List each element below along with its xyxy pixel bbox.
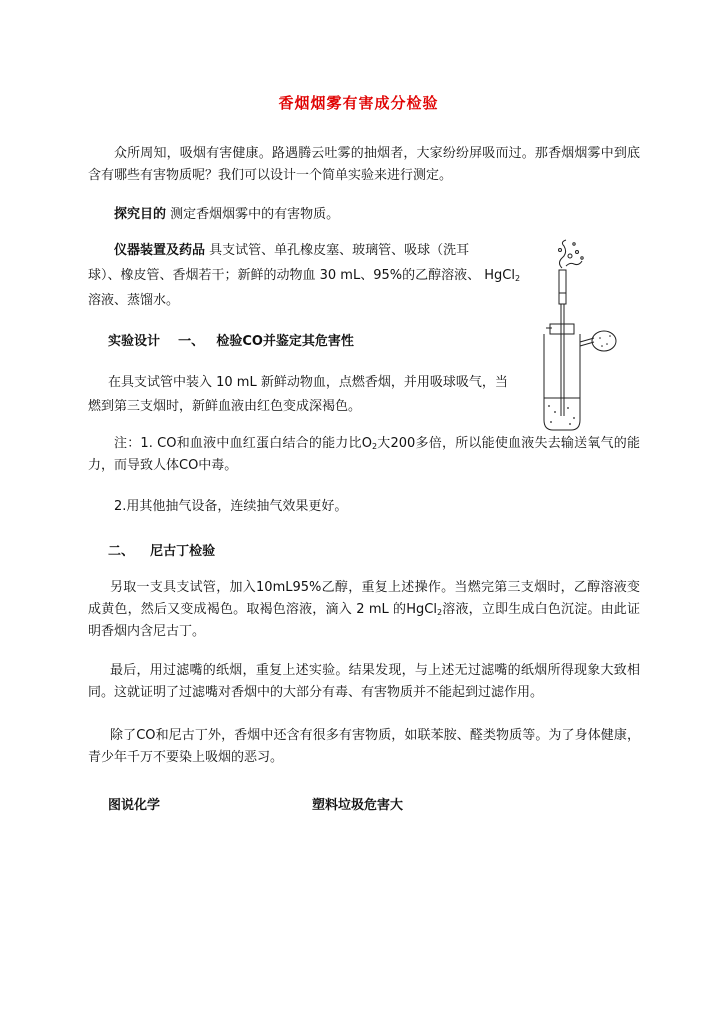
step1-title: 检验CO并鉴定其危害性 <box>216 334 354 349</box>
conclusion-paragraph: 除了CO和尼古丁外，香烟中还含有很多有害物质，如联苯胺、醛类物质等。为了身体健康，青少年千万不要染上吸烟的恶习。 <box>88 728 640 765</box>
footer-left-heading: 图说化学 <box>108 798 161 813</box>
step1-paragraph <box>88 371 528 419</box>
apparatus-subscript: 2 <box>514 274 521 283</box>
step2-post: 溶液，立即生成白色沉淀。由此证明香烟内含尼古丁。 <box>88 602 640 639</box>
step1-number: 一、 <box>178 334 205 349</box>
footer-right-heading: 塑料垃圾危害大 <box>312 798 404 813</box>
step2-pre: 另取一支具支试管，加入10mL95%乙醇，重复上述操作。当燃完第三支烟时，乙醇溶液变成黄色，然后又变成褐色。取褐色溶液，滴入 2 mL 的HgCl <box>88 580 640 617</box>
apparatus-paragraph <box>88 238 528 313</box>
purpose-text: 测定香烟烟雾中的有害物质。 <box>166 207 340 222</box>
step2-title: 尼古丁检验 <box>150 544 216 559</box>
apparatus-line3: 溶液、蒸馏水。 <box>88 293 180 308</box>
purpose-label: 探究目的 <box>114 207 167 222</box>
step2-subscript: 2 <box>436 608 443 617</box>
step2-number: 二、 <box>108 544 135 559</box>
apparatus-label: 仪器装置及药品 <box>114 243 206 258</box>
intro-paragraph: 众所周知，吸烟有害健康。路遇腾云吐雾的抽烟者，大家纷纷屏吸而过。那香烟烟雾中到底含有哪些有害物质呢？我们可以设计一个简单实验来进行测定。 <box>88 146 640 183</box>
step1-line2: 燃到第三支烟时，新鲜血液由红色变成深褐色。 <box>88 399 362 414</box>
design-heading <box>108 330 354 349</box>
apparatus-line2: 球）、橡皮管、香烟若干；新鲜的动物血 30 mL、95%的乙醇溶液、 HgCl <box>88 268 515 283</box>
apparatus-line1: 具支试管、单孔橡皮塞、玻璃管、吸球（洗耳 <box>205 243 470 258</box>
finally-paragraph: 最后，用过滤嘴的纸烟，重复上述实验。结果发现，与上述无过滤嘴的纸烟所得现象大致相同。这就证明了过滤嘴对香烟中的大部分有毒、有害物质并不能起到过滤作用。 <box>88 663 640 700</box>
note1-paragraph <box>88 433 640 477</box>
note2-paragraph: 2.用其他抽气设备，连续抽气效果更好。 <box>114 499 348 514</box>
note1-pre: 注：1. CO和血液中血红蛋白结合的能力比O <box>114 436 372 451</box>
purpose-paragraph <box>88 204 640 226</box>
step2-heading <box>108 540 215 559</box>
step1-line1: 在具支试管中装入 10 mL 新鲜动物血，点燃香烟，并用吸球吸气，当 <box>108 375 508 390</box>
step2-paragraph <box>88 577 640 643</box>
note1-subscript: 2 <box>371 442 378 451</box>
note1-post: 大200多倍，所以能使血液失去输送氧气的能力，而导致人体CO中毒。 <box>88 436 640 473</box>
cigarette-smoke-apparatus-illustration <box>522 238 617 433</box>
design-label: 实验设计 <box>108 334 161 349</box>
document-title: 香烟烟雾有害成分检验 <box>278 94 439 112</box>
